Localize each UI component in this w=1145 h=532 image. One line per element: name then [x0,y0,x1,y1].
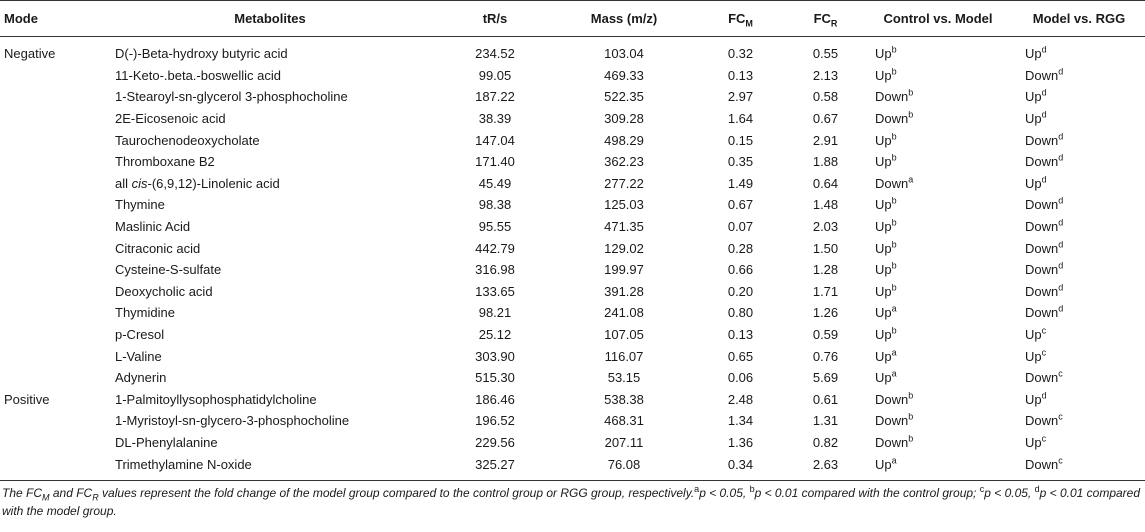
cell-model-vs-rgg-significance: d [1058,239,1064,250]
cell-mode [0,86,105,108]
cell-tr: 303.90 [475,348,515,364]
cell-metabolite: 2E-Eicosenoic acid [115,111,226,127]
cell-control-vs-model-value: Up [875,240,892,256]
cell-control-vs-model [863,410,1013,432]
cell-control-vs-model-significance: b [891,131,897,142]
cell-control-vs-model-value: Up [875,67,892,83]
cell-model-vs-rgg-value: Up [1025,175,1042,191]
table-row [0,432,1145,454]
cell-control-vs-model-significance: a [891,347,897,358]
cell-fcm: 0.13 [727,67,754,83]
cell-control-vs-model [863,302,1013,324]
cell-mode: Negative [4,46,56,62]
cell-control-vs-model-value: Up [875,370,892,386]
table-row [0,216,1145,238]
cell-control-vs-model-significance: b [891,196,897,207]
cell-model-vs-rgg [1013,302,1145,324]
cell-control-vs-model-significance: b [891,44,897,55]
header-row [0,1,1145,37]
cell-mode [0,453,105,480]
cell-control-vs-model [863,86,1013,108]
cell-fcm: 0.28 [727,240,754,256]
table-row [0,453,1145,480]
cell-fcm: 0.34 [693,453,788,480]
cell-control-vs-model-significance: b [891,66,897,77]
cell-mass: 207.11 [604,434,644,450]
cell-control-vs-model [863,194,1013,216]
table-row [0,302,1145,324]
cell-control-vs-model-value: Down [875,391,909,407]
cell-tr: 147.04 [475,132,515,148]
metabolite-italic: cis [131,175,148,191]
cell-metabolite: 1-Palmitoyllysophosphatidylcholine [115,391,317,407]
cell-mass: 469.33 [604,67,644,83]
table-row [0,345,1145,367]
cell-tr: 186.46 [475,391,515,407]
table-row [0,108,1145,130]
header-tr: tR/s [435,1,555,37]
table-row [0,324,1145,346]
cell-model-vs-rgg [1013,194,1145,216]
footnote-text: p < 0.01 compared with the model group. [2,485,1141,518]
cell-model-vs-rgg-value: Down [1025,67,1059,83]
cell-mode [0,259,105,281]
cell-model-vs-rgg-value: Down [1025,370,1059,386]
cell-control-vs-model-value: Up [875,197,892,213]
cell-control-vs-model [863,37,1013,65]
cell-control-vs-model [863,108,1013,130]
cell-model-vs-rgg-value: Down [1025,413,1059,429]
cell-model-vs-rgg-significance: c [1041,325,1047,336]
cell-mass: 498.29 [604,132,644,148]
cell-metabolite: Cysteine-S-sulfate [115,262,222,278]
cell-model-vs-rgg-significance: d [1058,131,1064,142]
cell-model-vs-rgg-value: Up [1025,89,1042,105]
cell-model-vs-rgg-value: Down [1025,262,1059,278]
cell-metabolite: Citraconic acid [115,240,201,256]
cell-control-vs-model [863,259,1013,281]
cell-metabolite: p-Cresol [115,327,165,343]
cell-mass: 309.28 [604,111,644,127]
table-row [0,259,1145,281]
cell-control-vs-model-significance: b [908,412,914,423]
cell-model-vs-rgg [1013,410,1145,432]
cell-tr: 25.12 [478,327,512,343]
header-fcm-sub: M [745,18,753,29]
cell-fcr: 0.82 [812,434,839,450]
footnote-fcm-sub: M [42,492,50,503]
table-row [0,173,1145,195]
cell-mode [0,302,105,324]
cell-control-vs-model-significance: b [891,325,897,336]
cell-metabolite: Thymine [115,197,165,213]
cell-metabolite: 11-Keto-.beta.-boswellic acid [115,67,281,83]
cell-control-vs-model-significance: b [908,88,914,99]
cell-metabolite: Thromboxane B2 [115,154,215,170]
cell-mass: 53.15 [607,370,641,386]
cell-fcm: 0.66 [727,262,754,278]
cell-model-vs-rgg-significance: d [1041,174,1047,185]
cell-model-vs-rgg [1013,108,1145,130]
cell-fcr: 0.59 [812,327,839,343]
cell-mode [0,65,105,87]
cell-tr: 38.39 [478,111,512,127]
cell-metabolite: Maslinic Acid [115,219,191,235]
cell-control-vs-model-significance: b [891,152,897,163]
cell-mode [0,194,105,216]
cell-fcm: 0.20 [727,283,754,299]
cell-model-vs-rgg-significance: d [1058,282,1064,293]
cell-model-vs-rgg-significance: d [1041,390,1047,401]
footnote-text: p < 0.05, [984,485,1035,500]
cell-model-vs-rgg-value: Down [1025,456,1059,472]
cell-fcm: 1.36 [727,434,754,450]
footnote-sup-c: c [979,483,985,494]
cell-model-vs-rgg [1013,367,1145,389]
cell-control-vs-model-value: Up [875,283,892,299]
cell-tr: 98.38 [478,197,512,213]
cell-mass: 107.05 [604,327,644,343]
footnote-sup-a: a [694,483,700,494]
cell-model-vs-rgg-significance: d [1041,88,1047,99]
cell-mass: 125.03 [604,197,644,213]
table-footnote [0,481,1144,520]
cell-mass: 103.04 [604,46,644,62]
cell-control-vs-model-value: Down [875,434,909,450]
cell-mode [0,237,105,259]
cell-model-vs-rgg [1013,281,1145,303]
cell-fcr: 0.58 [812,89,839,105]
cell-model-vs-rgg-value: Up [1025,348,1042,364]
cell-model-vs-rgg [1013,324,1145,346]
cell-model-vs-rgg-value: Down [1025,305,1059,321]
cell-model-vs-rgg-significance: c [1058,412,1063,423]
cell-mass: 522.35 [604,89,644,105]
cell-control-vs-model [863,237,1013,259]
cell-fcr: 2.63 [788,453,863,480]
footnote-sup-d: d [1034,483,1040,494]
cell-model-vs-rgg [1013,345,1145,367]
cell-model-vs-rgg [1013,432,1145,454]
footnote-text: p < 0.05, [699,485,750,500]
cell-fcr: 1.26 [812,305,839,321]
cell-control-vs-model [863,65,1013,87]
cell-model-vs-rgg-significance: c [1041,347,1047,358]
cell-tr: 229.56 [475,434,515,450]
footnote-text: values represent the fold change of the model group compared to the control group or RGG group, respectively. [98,485,695,500]
table-body [0,37,1145,481]
header-control-vs-model: Control vs. Model [863,1,1013,37]
cell-model-vs-rgg [1013,259,1145,281]
cell-mass: 199.97 [604,262,644,278]
cell-fcm: 0.35 [727,154,754,170]
cell-model-vs-rgg-significance: d [1058,217,1064,228]
header-fcr-sub: R [830,18,838,29]
cell-fcm: 1.64 [727,111,754,127]
table-row [0,194,1145,216]
header-fcr-base: FC [813,11,831,26]
cell-fcr: 1.31 [812,413,839,429]
cell-mass: 277.22 [604,175,644,191]
cell-control-vs-model-value: Up [875,305,892,321]
cell-control-vs-model [863,129,1013,151]
cell-mode [0,108,105,130]
cell-fcr: 1.28 [812,262,839,278]
cell-tr: 515.30 [475,370,515,386]
cell-control-vs-model [863,324,1013,346]
cell-control-vs-model-significance: b [908,390,914,401]
cell-model-vs-rgg [1013,151,1145,173]
cell-control-vs-model-value: Up [875,348,892,364]
cell-tr: 45.49 [478,175,512,191]
cell-control-vs-model-value: Up [875,456,892,472]
cell-model-vs-rgg-value: Down [1025,197,1059,213]
header-fcm [693,1,788,37]
cell-model-vs-rgg-significance: d [1058,196,1064,207]
cell-mass: 241.08 [604,305,644,321]
cell-control-vs-model [863,367,1013,389]
cell-model-vs-rgg-significance: d [1041,109,1047,120]
header-mode: Mode [0,1,105,37]
cell-fcr: 1.48 [812,197,839,213]
cell-tr: 325.27 [435,453,555,480]
cell-model-vs-rgg [1013,389,1145,411]
cell-control-vs-model-significance: b [891,260,897,271]
cell-model-vs-rgg-value: Up [1025,111,1042,127]
cell-mode [0,129,105,151]
cell-control-vs-model-value: Down [875,111,909,127]
cell-control-vs-model-significance: b [891,217,897,228]
cell-model-vs-rgg-significance: c [1041,433,1047,444]
cell-model-vs-rgg [1013,237,1145,259]
table-row [0,237,1145,259]
header-mass: Mass (m/z) [555,1,693,37]
cell-tr: 98.21 [478,305,512,321]
cell-mode [0,151,105,173]
cell-fcr: 0.64 [812,175,839,191]
cell-mode [0,367,105,389]
cell-fcm: 1.34 [727,413,754,429]
cell-control-vs-model-value: Up [875,132,892,148]
header-metabolites: Metabolites [105,1,435,37]
cell-model-vs-rgg-value: Up [1025,46,1042,62]
cell-fcm: 0.67 [727,197,754,213]
cell-model-vs-rgg-value: Down [1025,219,1059,235]
cell-control-vs-model-significance: a [908,174,914,185]
cell-mode [0,173,105,195]
cell-mass: 471.35 [604,219,644,235]
cell-model-vs-rgg-significance: d [1058,260,1064,271]
cell-model-vs-rgg-value: Down [1025,240,1059,256]
table-row [0,389,1145,411]
cell-mass: 116.07 [604,348,644,364]
footnote-text: and [49,485,77,500]
cell-mode [0,410,105,432]
cell-control-vs-model [863,389,1013,411]
table-row [0,65,1145,87]
cell-control-vs-model-value: Down [875,175,909,191]
cell-fcm: 0.06 [727,370,754,386]
cell-mass: 76.08 [555,453,693,480]
cell-fcr: 1.71 [812,283,839,299]
cell-fcr: 2.13 [812,67,839,83]
cell-fcr: 0.76 [812,348,839,364]
cell-metabolite: DL-Phenylalanine [115,434,218,450]
cell-fcr: 5.69 [812,370,839,386]
cell-mass: 391.28 [604,283,644,299]
cell-fcm: 0.07 [727,219,754,235]
cell-fcm: 0.13 [727,327,754,343]
cell-control-vs-model-significance: b [908,433,914,444]
cell-control-vs-model [863,173,1013,195]
footnote-sup-b: b [749,483,755,494]
cell-model-vs-rgg [1013,216,1145,238]
cell-metabolite: 1-Myristoyl-sn-glycero-3-phosphocholine [115,413,350,429]
cell-model-vs-rgg-value: Down [1025,283,1059,299]
table-header [0,1,1145,37]
cell-control-vs-model-value: Down [875,89,909,105]
cell-metabolite: Deoxycholic acid [115,283,213,299]
footnote-fcr-sub: R [92,492,99,503]
cell-model-vs-rgg-significance: d [1058,152,1064,163]
cell-control-vs-model-significance: a [891,455,897,466]
cell-fcr: 2.03 [812,219,839,235]
cell-mode [0,281,105,303]
cell-control-vs-model [863,345,1013,367]
cell-control-vs-model-value: Up [875,219,892,235]
cell-control-vs-model-value: Up [875,154,892,170]
cell-model-vs-rgg-significance: d [1058,304,1064,315]
cell-mode [0,345,105,367]
footnote-text: The [2,485,27,500]
cell-model-vs-rgg [1013,453,1145,480]
cell-fcm: 0.65 [727,348,754,364]
header-fcr [788,1,863,37]
cell-model-vs-rgg [1013,129,1145,151]
cell-fcr: 1.50 [812,240,839,256]
cell-model-vs-rgg-value: Down [1025,132,1059,148]
cell-fcm: 0.32 [727,46,754,62]
cell-metabolite: D(-)-Beta-hydroxy butyric acid [115,46,288,62]
cell-fcm: 2.48 [727,391,754,407]
cell-fcm: 1.49 [727,175,754,191]
cell-model-vs-rgg-value: Up [1025,327,1042,343]
cell-control-vs-model-value: Up [875,262,892,278]
cell-model-vs-rgg-significance: c [1058,368,1063,379]
cell-metabolite: 1-Stearoyl-sn-glycerol 3-phosphocholine [115,89,348,105]
table-row [0,281,1145,303]
cell-tr: 316.98 [475,262,515,278]
cell-model-vs-rgg [1013,65,1145,87]
cell-mode [0,324,105,346]
table-row [0,86,1145,108]
cell-fcr: 0.55 [812,46,839,62]
cell-model-vs-rgg-value: Down [1025,154,1059,170]
header-model-vs-rgg: Model vs. RGG [1013,1,1145,37]
footnote-text: p < 0.01 compared with the control group; [754,485,980,500]
cell-tr: 99.05 [478,67,512,83]
cell-mass: 538.38 [604,391,644,407]
cell-metabolite: Trimethylamine N-oxide [105,453,435,480]
cell-control-vs-model-value: Up [875,46,892,62]
cell-control-vs-model-value: Down [875,413,909,429]
cell-mode [0,432,105,454]
table-row [0,37,1145,65]
cell-mass: 129.02 [604,240,644,256]
cell-control-vs-model-significance: b [891,282,897,293]
cell-tr: 171.40 [475,154,515,170]
cell-metabolite [105,173,435,195]
cell-fcm: 2.97 [727,89,754,105]
cell-model-vs-rgg [1013,37,1145,65]
footnote-fcm: FC [26,485,43,500]
table-row [0,410,1145,432]
cell-tr: 234.52 [475,46,515,62]
cell-fcr: 0.61 [812,391,839,407]
cell-mass: 362.23 [604,154,644,170]
cell-control-vs-model [863,216,1013,238]
cell-control-vs-model-significance: a [891,368,897,379]
cell-control-vs-model [863,453,1013,480]
cell-model-vs-rgg-significance: d [1058,66,1064,77]
cell-mass: 468.31 [604,413,644,429]
cell-model-vs-rgg-significance: c [1058,455,1063,466]
cell-control-vs-model-value: Up [875,327,892,343]
cell-fcm: 0.80 [727,305,754,321]
cell-metabolite: L-Valine [115,348,162,364]
cell-tr: 196.52 [475,413,515,429]
cell-metabolite: Taurochenodeoxycholate [115,132,260,148]
cell-fcr: 1.88 [812,154,839,170]
cell-metabolite: Thymidine [115,305,175,321]
header-fcm-base: FC [728,11,746,26]
cell-tr: 133.65 [475,283,515,299]
cell-model-vs-rgg-significance: d [1041,44,1047,55]
cell-mode [0,216,105,238]
cell-control-vs-model-significance: b [891,239,897,250]
cell-model-vs-rgg-value: Up [1025,434,1042,450]
cell-tr: 95.55 [478,219,512,235]
metabolite-prefix: all [115,175,132,191]
cell-mode: Positive [4,391,50,407]
table-row [0,151,1145,173]
cell-fcm: 0.15 [727,132,754,148]
metabolite-suffix: -(6,9,12)-Linolenic acid [147,175,280,191]
cell-metabolite: Adynerin [115,370,167,386]
cell-control-vs-model [863,432,1013,454]
table-row [0,129,1145,151]
cell-control-vs-model [863,151,1013,173]
cell-fcr: 2.91 [812,132,839,148]
cell-model-vs-rgg-value: Up [1025,391,1042,407]
cell-control-vs-model-significance: a [891,304,897,315]
cell-fcr: 0.67 [812,111,839,127]
cell-control-vs-model [863,281,1013,303]
cell-tr: 187.22 [475,89,515,105]
table-row [0,367,1145,389]
cell-control-vs-model-significance: b [908,109,914,120]
footnote-fcr: FC [76,485,93,500]
cell-model-vs-rgg [1013,86,1145,108]
cell-model-vs-rgg [1013,173,1145,195]
cell-tr: 442.79 [475,240,515,256]
